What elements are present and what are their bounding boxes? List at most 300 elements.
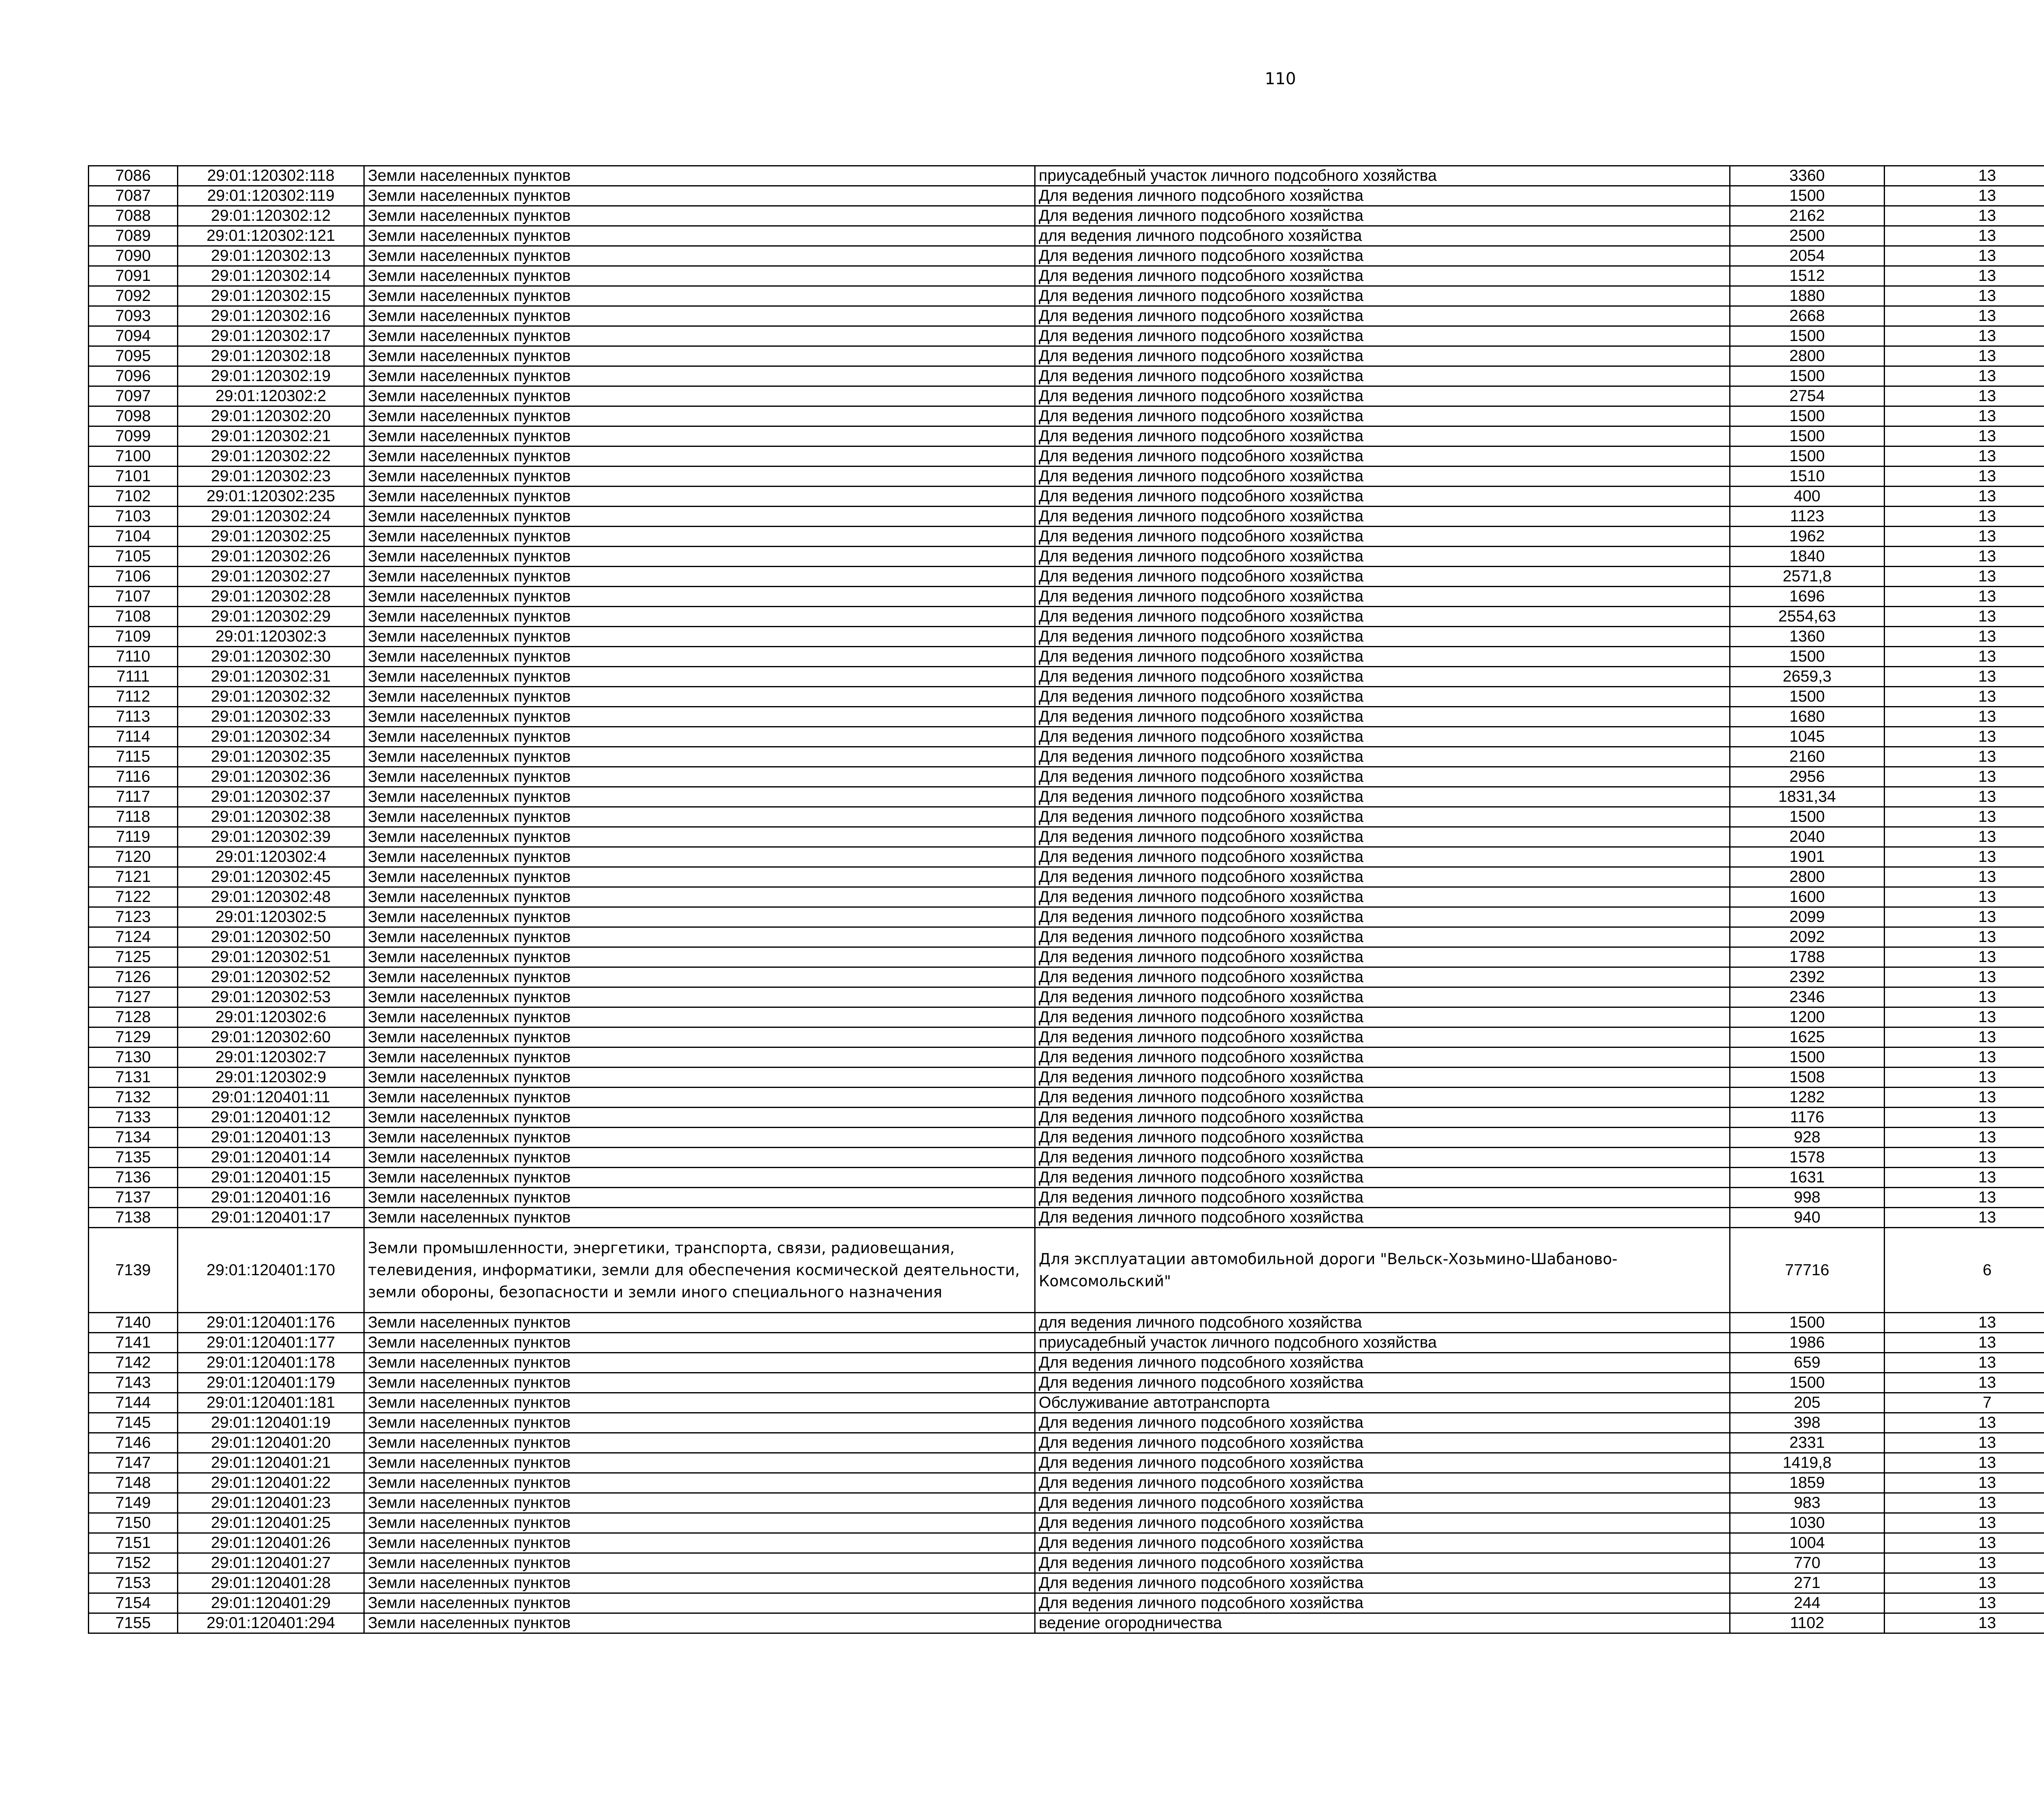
table-row	[89, 1313, 2044, 1333]
permitted-use-cell: Для ведения личного подсобного хозяйства	[1035, 707, 1730, 727]
permitted-use-cell: Для ведения личного подсобного хозяйства	[1035, 246, 1730, 266]
permitted-use-cell: Для ведения личного подсобного хозяйства	[1035, 186, 1730, 206]
permitted-use-cell: Для ведения личного подсобного хозяйства	[1035, 567, 1730, 587]
row-number-cell: 7153	[89, 1573, 178, 1593]
cadastral-number-cell: 29:01:120401:16	[178, 1188, 364, 1208]
table-row	[89, 747, 2044, 767]
cadastral-number-cell: 29:01:120302:7	[178, 1047, 364, 1068]
area-cell: 2392	[1730, 967, 1885, 987]
group-cell: 13	[1885, 667, 2044, 687]
permitted-use-cell: Для ведения личного подсобного хозяйства	[1035, 446, 1730, 467]
permitted-use-cell: Для ведения личного подсобного хозяйства	[1035, 747, 1730, 767]
cadastral-number-cell: 29:01:120401:22	[178, 1473, 364, 1493]
permitted-use-cell: приусадебный участок личного подсобного хозяйства	[1035, 1333, 1730, 1353]
land-category-cell: Земли населенных пунктов	[364, 186, 1035, 206]
row-number-cell: 7137	[89, 1188, 178, 1208]
row-number-cell: 7104	[89, 527, 178, 547]
cadastral-number-cell: 29:01:120401:179	[178, 1373, 364, 1393]
group-cell: 13	[1885, 1493, 2044, 1513]
row-number-cell: 7151	[89, 1533, 178, 1553]
cadastral-number-cell: 29:01:120401:23	[178, 1493, 364, 1513]
land-category-cell: Земли населенных пунктов	[364, 246, 1035, 266]
land-category-cell: Земли населенных пунктов	[364, 1413, 1035, 1433]
area-cell: 2160	[1730, 747, 1885, 767]
area-cell: 1500	[1730, 326, 1885, 346]
table-row	[89, 947, 2044, 967]
row-number-cell: 7100	[89, 446, 178, 467]
permitted-use-cell: Для ведения личного подсобного хозяйства	[1035, 1493, 1730, 1513]
land-category-cell: Земли населенных пунктов	[364, 1493, 1035, 1513]
permitted-use-cell: Для ведения личного подсобного хозяйства	[1035, 587, 1730, 607]
row-number-cell: 7099	[89, 426, 178, 446]
cadastral-number-cell: 29:01:120302:50	[178, 927, 364, 947]
table-row	[89, 1007, 2044, 1027]
cadastral-number-cell: 29:01:120401:27	[178, 1553, 364, 1573]
row-number-cell: 7138	[89, 1208, 178, 1228]
area-cell: 1512	[1730, 266, 1885, 286]
group-cell: 13	[1885, 787, 2044, 807]
area-cell: 1500	[1730, 807, 1885, 827]
land-category-cell: Земли населенных пунктов	[364, 787, 1035, 807]
row-number-cell: 7143	[89, 1373, 178, 1393]
land-category-cell: Земли населенных пунктов	[364, 1148, 1035, 1168]
group-cell: 13	[1885, 1593, 2044, 1613]
land-category-cell: Земли населенных пунктов	[364, 206, 1035, 226]
table-row	[89, 687, 2044, 707]
group-cell: 13	[1885, 446, 2044, 467]
land-category-cell: Земли населенных пунктов	[364, 426, 1035, 446]
area-cell: 1500	[1730, 1313, 1885, 1333]
table-row	[89, 366, 2044, 386]
permitted-use-cell: Для ведения личного подсобного хозяйства	[1035, 1168, 1730, 1188]
group-cell: 13	[1885, 1047, 2044, 1068]
area-cell: 928	[1730, 1128, 1885, 1148]
cadastral-number-cell: 29:01:120302:60	[178, 1027, 364, 1047]
row-number-cell: 7148	[89, 1473, 178, 1493]
permitted-use-cell: Для ведения личного подсобного хозяйства	[1035, 266, 1730, 286]
row-number-cell: 7103	[89, 507, 178, 527]
row-number-cell: 7121	[89, 867, 178, 887]
area-cell: 77716	[1730, 1228, 1885, 1313]
area-cell: 940	[1730, 1208, 1885, 1228]
permitted-use-cell: Для ведения личного подсобного хозяйства	[1035, 687, 1730, 707]
permitted-use-cell: Для ведения личного подсобного хозяйства	[1035, 1533, 1730, 1553]
cadastral-number-cell: 29:01:120302:19	[178, 366, 364, 386]
group-cell: 13	[1885, 947, 2044, 967]
cadastral-number-cell: 29:01:120401:13	[178, 1128, 364, 1148]
permitted-use-cell: Для ведения личного подсобного хозяйства	[1035, 947, 1730, 967]
land-category-cell: Земли населенных пунктов	[364, 547, 1035, 567]
permitted-use-cell: Для ведения личного подсобного хозяйства	[1035, 867, 1730, 887]
group-cell: 13	[1885, 246, 2044, 266]
permitted-use-cell: Для ведения личного подсобного хозяйства	[1035, 1027, 1730, 1047]
area-cell: 1880	[1730, 286, 1885, 306]
permitted-use-cell: Для ведения личного подсобного хозяйства	[1035, 907, 1730, 927]
area-cell: 2800	[1730, 346, 1885, 366]
row-number-cell: 7090	[89, 246, 178, 266]
row-number-cell: 7145	[89, 1413, 178, 1433]
permitted-use-cell: Для ведения личного подсобного хозяйства	[1035, 1188, 1730, 1208]
group-cell: 13	[1885, 1573, 2044, 1593]
area-cell: 1500	[1730, 687, 1885, 707]
permitted-use-cell: Для ведения личного подсобного хозяйства	[1035, 306, 1730, 326]
permitted-use-cell: Для ведения личного подсобного хозяйства	[1035, 326, 1730, 346]
table-row	[89, 727, 2044, 747]
row-number-cell: 7122	[89, 887, 178, 907]
land-category-cell: Земли населенных пунктов	[364, 1068, 1035, 1088]
table-row	[89, 607, 2044, 627]
table-row	[89, 707, 2044, 727]
table-row	[89, 807, 2044, 827]
row-number-cell: 7155	[89, 1613, 178, 1633]
group-cell: 13	[1885, 1413, 2044, 1433]
land-category-cell: Земли населенных пунктов	[364, 967, 1035, 987]
cadastral-number-cell: 29:01:120302:23	[178, 467, 364, 487]
row-number-cell: 7118	[89, 807, 178, 827]
table-row	[89, 1473, 2044, 1493]
group-cell: 13	[1885, 1208, 2044, 1228]
land-category-cell: Земли населенных пунктов	[364, 386, 1035, 406]
group-cell: 13	[1885, 406, 2044, 426]
row-number-cell: 7117	[89, 787, 178, 807]
area-cell: 1986	[1730, 1333, 1885, 1353]
area-cell: 2659,3	[1730, 667, 1885, 687]
row-number-cell: 7142	[89, 1353, 178, 1373]
land-category-cell: Земли населенных пунктов	[364, 1027, 1035, 1047]
table-row	[89, 1168, 2044, 1188]
permitted-use-cell: Для ведения личного подсобного хозяйства	[1035, 1007, 1730, 1027]
land-category-cell: Земли населенных пунктов	[364, 1573, 1035, 1593]
group-cell: 7	[1885, 1393, 2044, 1413]
area-cell: 998	[1730, 1188, 1885, 1208]
group-cell: 13	[1885, 467, 2044, 487]
permitted-use-cell: Для ведения личного подсобного хозяйства	[1035, 386, 1730, 406]
group-cell: 13	[1885, 1148, 2044, 1168]
row-number-cell: 7154	[89, 1593, 178, 1613]
table-row	[89, 667, 2044, 687]
area-cell: 1578	[1730, 1148, 1885, 1168]
permitted-use-cell: Для ведения личного подсобного хозяйства	[1035, 1208, 1730, 1228]
table-row	[89, 867, 2044, 887]
cadastral-number-cell: 29:01:120302:118	[178, 166, 364, 186]
row-number-cell: 7126	[89, 967, 178, 987]
land-category-cell: Земли населенных пунктов	[364, 306, 1035, 326]
area-cell: 244	[1730, 1593, 1885, 1613]
area-cell: 1901	[1730, 847, 1885, 867]
land-category-cell: Земли населенных пунктов	[364, 927, 1035, 947]
group-cell: 13	[1885, 346, 2044, 366]
land-category-cell: Земли населенных пунктов	[364, 346, 1035, 366]
table-row	[89, 1027, 2044, 1047]
permitted-use-cell: Для ведения личного подсобного хозяйства	[1035, 787, 1730, 807]
permitted-use-cell: Для ведения личного подсобного хозяйства	[1035, 1373, 1730, 1393]
cadastral-number-cell: 29:01:120302:28	[178, 587, 364, 607]
permitted-use-cell: Для ведения личного подсобного хозяйства	[1035, 1068, 1730, 1088]
land-category-cell: Земли населенных пунктов	[364, 1373, 1035, 1393]
area-cell: 1360	[1730, 627, 1885, 647]
area-cell: 2331	[1730, 1433, 1885, 1453]
group-cell: 13	[1885, 426, 2044, 446]
table-row	[89, 787, 2044, 807]
table-row	[89, 1228, 2044, 1313]
land-category-cell: Земли населенных пунктов	[364, 286, 1035, 306]
land-category-cell: Земли населенных пунктов	[364, 1208, 1035, 1228]
table-row	[89, 507, 2044, 527]
row-number-cell: 7087	[89, 186, 178, 206]
table-row	[89, 1353, 2044, 1373]
land-category-cell: Земли населенных пунктов	[364, 1513, 1035, 1533]
area-cell: 1788	[1730, 947, 1885, 967]
table-row	[89, 847, 2044, 867]
group-cell: 13	[1885, 1353, 2044, 1373]
table-row	[89, 1108, 2044, 1128]
table-row	[89, 1553, 2044, 1573]
cadastral-number-cell: 29:01:120302:32	[178, 687, 364, 707]
row-number-cell: 7095	[89, 346, 178, 366]
area-cell: 2800	[1730, 867, 1885, 887]
group-cell: 13	[1885, 226, 2044, 246]
land-category-cell: Земли населенных пунктов	[364, 1007, 1035, 1027]
row-number-cell: 7086	[89, 166, 178, 186]
permitted-use-cell: Для ведения личного подсобного хозяйства	[1035, 1453, 1730, 1473]
table-row	[89, 647, 2044, 667]
land-category-cell: Земли населенных пунктов	[364, 807, 1035, 827]
group-cell: 13	[1885, 1128, 2044, 1148]
land-category-cell: Земли населенных пунктов	[364, 987, 1035, 1007]
cadastral-number-cell: 29:01:120302:37	[178, 787, 364, 807]
row-number-cell: 7131	[89, 1068, 178, 1088]
group-cell: 13	[1885, 206, 2044, 226]
permitted-use-cell: Для ведения личного подсобного хозяйства	[1035, 1128, 1730, 1148]
land-category-cell: Земли населенных пунктов	[364, 907, 1035, 927]
cadastral-number-cell: 29:01:120302:2	[178, 386, 364, 406]
permitted-use-cell: для ведения личного подсобного хозяйства	[1035, 226, 1730, 246]
area-cell: 2054	[1730, 246, 1885, 266]
cadastral-number-cell: 29:01:120302:24	[178, 507, 364, 527]
land-category-cell: Земли населенных пунктов	[364, 1188, 1035, 1208]
land-category-cell: Земли населенных пунктов	[364, 707, 1035, 727]
cadastral-number-cell: 29:01:120401:19	[178, 1413, 364, 1433]
group-cell: 13	[1885, 1453, 2044, 1473]
group-cell: 13	[1885, 1313, 2044, 1333]
table-row	[89, 286, 2044, 306]
group-cell: 13	[1885, 987, 2044, 1007]
table-row	[89, 1593, 2044, 1613]
table-row	[89, 1453, 2044, 1473]
land-category-cell: Земли населенных пунктов	[364, 326, 1035, 346]
group-cell: 13	[1885, 807, 2044, 827]
table-row	[89, 166, 2044, 186]
cadastral-number-cell: 29:01:120302:45	[178, 867, 364, 887]
permitted-use-cell: Для эксплуатации автомобильной дороги "Вельск-Хозьмино-Шабаново-Комсомольский"	[1035, 1228, 1730, 1313]
row-number-cell: 7125	[89, 947, 178, 967]
row-number-cell: 7132	[89, 1088, 178, 1108]
permitted-use-cell: Для ведения личного подсобного хозяйства	[1035, 1593, 1730, 1613]
permitted-use-cell: Для ведения личного подсобного хозяйства	[1035, 987, 1730, 1007]
area-cell: 1696	[1730, 587, 1885, 607]
cadastral-number-cell: 29:01:120401:17	[178, 1208, 364, 1228]
cadastral-number-cell: 29:01:120302:29	[178, 607, 364, 627]
table-row	[89, 266, 2044, 286]
row-number-cell: 7129	[89, 1027, 178, 1047]
row-number-cell: 7146	[89, 1433, 178, 1453]
land-category-cell: Земли населенных пунктов	[364, 887, 1035, 907]
table-row	[89, 907, 2044, 927]
row-number-cell: 7149	[89, 1493, 178, 1513]
cadastral-number-cell: 29:01:120401:20	[178, 1433, 364, 1453]
land-category-cell: Земли населенных пунктов	[364, 487, 1035, 507]
group-cell: 13	[1885, 967, 2044, 987]
area-cell: 1500	[1730, 647, 1885, 667]
land-category-cell: Земли населенных пунктов	[364, 727, 1035, 747]
permitted-use-cell: Для ведения личного подсобного хозяйства	[1035, 967, 1730, 987]
table-row	[89, 587, 2044, 607]
table-row	[89, 887, 2044, 907]
group-cell: 13	[1885, 286, 2044, 306]
row-number-cell: 7093	[89, 306, 178, 326]
row-number-cell: 7110	[89, 647, 178, 667]
group-cell: 13	[1885, 366, 2044, 386]
cadastral-number-cell: 29:01:120302:6	[178, 1007, 364, 1027]
land-category-cell: Земли населенных пунктов	[364, 607, 1035, 627]
cadastral-number-cell: 29:01:120302:3	[178, 627, 364, 647]
land-category-cell: Земли населенных пунктов	[364, 947, 1035, 967]
area-cell: 1176	[1730, 1108, 1885, 1128]
area-cell: 2099	[1730, 907, 1885, 927]
group-cell: 13	[1885, 386, 2044, 406]
area-cell: 1500	[1730, 366, 1885, 386]
area-cell: 2668	[1730, 306, 1885, 326]
land-category-cell: Земли населенных пунктов	[364, 1333, 1035, 1353]
row-number-cell: 7147	[89, 1453, 178, 1473]
group-cell: 13	[1885, 547, 2044, 567]
land-category-cell: Земли населенных пунктов	[364, 647, 1035, 667]
table-row	[89, 1413, 2044, 1433]
permitted-use-cell: приусадебный участок личного подсобного хозяйства	[1035, 166, 1730, 186]
table-row	[89, 186, 2044, 206]
permitted-use-cell: Для ведения личного подсобного хозяйства	[1035, 1513, 1730, 1533]
permitted-use-cell: Для ведения личного подсобного хозяйства	[1035, 1573, 1730, 1593]
area-cell: 1045	[1730, 727, 1885, 747]
group-cell: 13	[1885, 827, 2044, 847]
group-cell: 13	[1885, 166, 2044, 186]
table-row	[89, 1513, 2044, 1533]
permitted-use-cell: Для ведения личного подсобного хозяйства	[1035, 286, 1730, 306]
area-cell: 1962	[1730, 527, 1885, 547]
row-number-cell: 7111	[89, 667, 178, 687]
group-cell: 13	[1885, 607, 2044, 627]
land-category-cell: Земли населенных пунктов	[364, 1108, 1035, 1128]
table-row	[89, 1088, 2044, 1108]
land-category-cell: Земли населенных пунктов	[364, 667, 1035, 687]
land-category-cell: Земли населенных пунктов	[364, 1088, 1035, 1108]
row-number-cell: 7135	[89, 1148, 178, 1168]
table-row	[89, 1128, 2044, 1148]
row-number-cell: 7136	[89, 1168, 178, 1188]
group-cell: 13	[1885, 1513, 2044, 1533]
row-number-cell: 7128	[89, 1007, 178, 1027]
row-number-cell: 7091	[89, 266, 178, 286]
cadastral-number-cell: 29:01:120401:12	[178, 1108, 364, 1128]
table-row	[89, 767, 2044, 787]
land-category-cell: Земли населенных пунктов	[364, 687, 1035, 707]
group-cell: 13	[1885, 1533, 2044, 1553]
permitted-use-cell: Для ведения личного подсобного хозяйства	[1035, 366, 1730, 386]
permitted-use-cell: Для ведения личного подсобного хозяйства	[1035, 727, 1730, 747]
table-row	[89, 827, 2044, 847]
land-category-cell: Земли населенных пунктов	[364, 446, 1035, 467]
cadastral-number-cell: 29:01:120302:12	[178, 206, 364, 226]
table-row	[89, 226, 2044, 246]
table-row	[89, 1188, 2044, 1208]
row-number-cell: 7105	[89, 547, 178, 567]
row-number-cell: 7107	[89, 587, 178, 607]
permitted-use-cell: Для ведения личного подсобного хозяйства	[1035, 1148, 1730, 1168]
cadastral-number-cell: 29:01:120302:14	[178, 266, 364, 286]
group-cell: 13	[1885, 707, 2044, 727]
area-cell: 1030	[1730, 1513, 1885, 1533]
group-cell: 13	[1885, 587, 2044, 607]
row-number-cell: 7101	[89, 467, 178, 487]
group-cell: 13	[1885, 747, 2044, 767]
cadastral-number-cell: 29:01:120401:11	[178, 1088, 364, 1108]
row-number-cell: 7124	[89, 927, 178, 947]
land-category-cell: Земли населенных пунктов	[364, 867, 1035, 887]
table-row	[89, 547, 2044, 567]
table-row	[89, 246, 2044, 266]
cadastral-number-cell: 29:01:120302:22	[178, 446, 364, 467]
group-cell: 13	[1885, 1068, 2044, 1088]
permitted-use-cell: Для ведения личного подсобного хозяйства	[1035, 1413, 1730, 1433]
group-cell: 13	[1885, 1613, 2044, 1633]
permitted-use-cell: Для ведения личного подсобного хозяйства	[1035, 767, 1730, 787]
area-cell: 1600	[1730, 887, 1885, 907]
cadastral-number-cell: 29:01:120302:18	[178, 346, 364, 366]
table-row	[89, 306, 2044, 326]
area-cell: 205	[1730, 1393, 1885, 1413]
land-category-cell: Земли населенных пунктов	[364, 266, 1035, 286]
area-cell: 2754	[1730, 386, 1885, 406]
area-cell: 1500	[1730, 426, 1885, 446]
permitted-use-cell: Для ведения личного подсобного хозяйства	[1035, 927, 1730, 947]
area-cell: 2092	[1730, 927, 1885, 947]
group-cell: 13	[1885, 627, 2044, 647]
row-number-cell: 7144	[89, 1393, 178, 1413]
permitted-use-cell: Для ведения личного подсобного хозяйства	[1035, 206, 1730, 226]
row-number-cell: 7119	[89, 827, 178, 847]
cadastral-number-cell: 29:01:120302:119	[178, 186, 364, 206]
table-row	[89, 1493, 2044, 1513]
row-number-cell: 7141	[89, 1333, 178, 1353]
land-registry-table	[88, 165, 2044, 1634]
land-category-cell: Земли населенных пунктов	[364, 847, 1035, 867]
row-number-cell: 7092	[89, 286, 178, 306]
group-cell: 13	[1885, 927, 2044, 947]
area-cell: 398	[1730, 1413, 1885, 1433]
cadastral-number-cell: 29:01:120401:181	[178, 1393, 364, 1413]
row-number-cell: 7094	[89, 326, 178, 346]
permitted-use-cell: Для ведения личного подсобного хозяйства	[1035, 667, 1730, 687]
cadastral-number-cell: 29:01:120302:17	[178, 326, 364, 346]
cadastral-number-cell: 29:01:120302:27	[178, 567, 364, 587]
group-cell: 13	[1885, 1188, 2044, 1208]
table-row	[89, 467, 2044, 487]
group-cell: 13	[1885, 306, 2044, 326]
area-cell: 2346	[1730, 987, 1885, 1007]
permitted-use-cell: Для ведения личного подсобного хозяйства	[1035, 607, 1730, 627]
cadastral-number-cell: 29:01:120302:16	[178, 306, 364, 326]
land-category-cell: Земли населенных пунктов	[364, 1553, 1035, 1573]
